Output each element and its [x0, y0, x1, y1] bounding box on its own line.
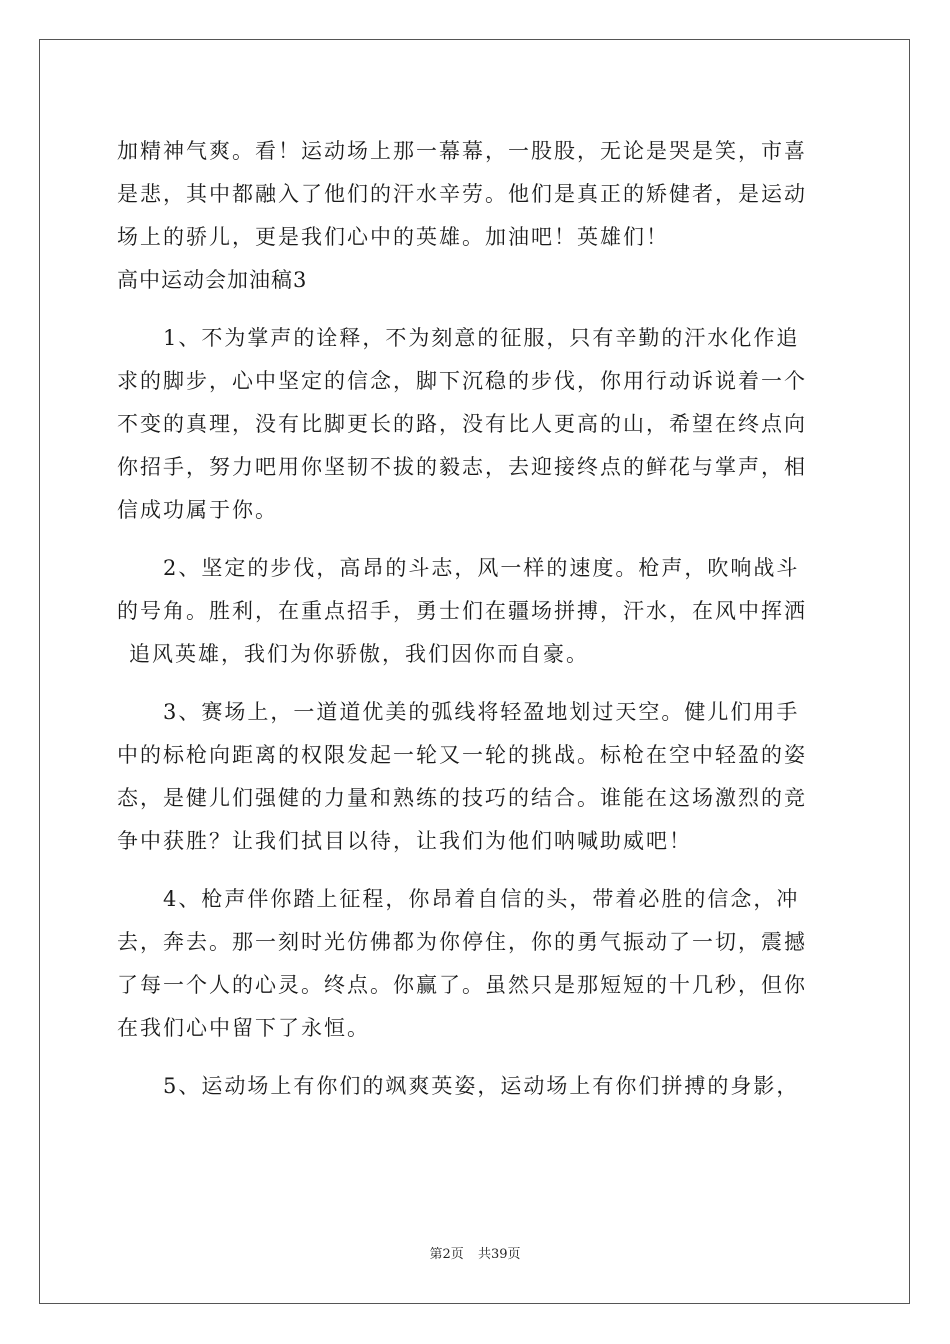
- paragraph-1-line: 你招手，努力吧用你坚韧不拔的毅志，去迎接终点的鲜花与掌声，相: [117, 455, 807, 479]
- paragraph-5-line: 5、运动场上有你们的飒爽英姿，运动场上有你们拼搏的身影，: [163, 1074, 800, 1098]
- paragraph-3-line: 中的标枪向距离的权限发起一轮又一轮的挑战。标枪在空中轻盈的姿: [117, 743, 807, 767]
- text-line: 场上的骄儿，更是我们心中的英雄。加油吧！英雄们！: [117, 225, 669, 249]
- paragraph-1-line: 求的脚步，心中坚定的信念，脚下沉稳的步伐，你用行动诉说着一个: [117, 369, 807, 393]
- paragraph-1-line: 1、不为掌声的诠释，不为刻意的征服，只有辛勤的汗水化作追: [163, 326, 800, 350]
- text-line: 加精神气爽。看！运动场上那一幕幕，一股股，无论是哭是笑，市喜: [117, 139, 807, 163]
- paragraph-4-line: 在我们心中留下了永恒。: [117, 1016, 370, 1040]
- paragraph-2-line: 的号角。胜利，在重点招手，勇士们在疆场拼搏，汗水，在风中挥洒: [117, 599, 807, 623]
- section-heading: 高中运动会加油稿3: [117, 268, 308, 292]
- paragraph-3-line: 3、赛场上，一道道优美的弧线将轻盈地划过天空。健儿们用手: [163, 700, 800, 724]
- paragraph-3-line: 争中获胜？让我们拭目以待，让我们为他们呐喊助威吧！: [117, 829, 692, 853]
- paragraph-2-line: 追风英雄，我们为你骄傲，我们因你而自豪。: [129, 642, 589, 666]
- document-body: [117, 130, 833, 1108]
- text-line: 是悲，其中都融入了他们的汗水辛劳。他们是真正的矫健者，是运动: [117, 182, 807, 206]
- paragraph-1-line: 信成功属于你。: [117, 498, 278, 522]
- paragraph-1-line: 不变的真理，没有比脚更长的路，没有比人更高的山，希望在终点向: [117, 412, 807, 436]
- page-number: 第2页: [429, 1247, 464, 1262]
- paragraph-3-line: 态，是健儿们强健的力量和熟练的技巧的结合。谁能在这场激烈的竞: [117, 786, 807, 810]
- page-total: 共39页: [477, 1247, 521, 1262]
- paragraph-2-line: 2、坚定的步伐，高昂的斗志，风一样的速度。枪声，吹响战斗: [163, 556, 800, 580]
- page-footer: [0, 1243, 950, 1262]
- paragraph-4-line: 去，奔去。那一刻时光仿佛都为你停住，你的勇气振动了一切，震撼: [117, 930, 807, 954]
- paragraph-4-line: 了每一个人的心灵。终点。你赢了。虽然只是那短短的十几秒，但你: [117, 973, 807, 997]
- paragraph-4-line: 4、枪声伴你踏上征程，你昂着自信的头，带着必胜的信念，冲: [163, 887, 800, 911]
